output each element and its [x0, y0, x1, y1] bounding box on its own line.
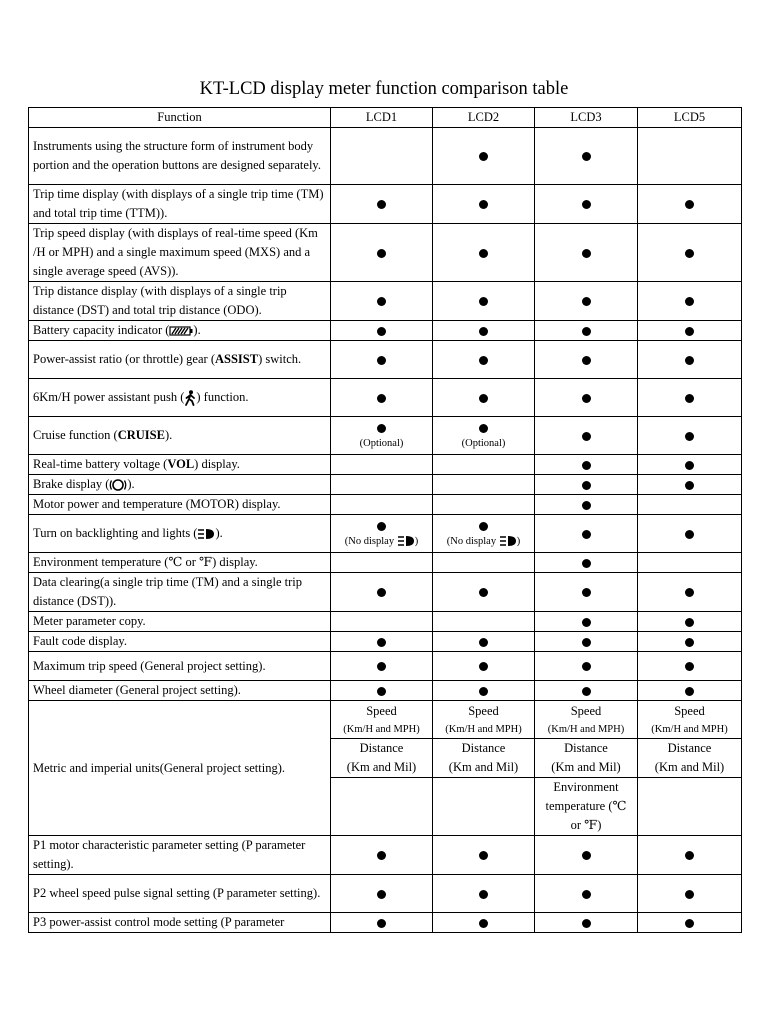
header-lcd5: LCD5: [638, 108, 742, 128]
lcd3-cell: [535, 681, 638, 701]
cell-note-text: (Optional): [359, 437, 404, 449]
lcd2-cell: [433, 417, 535, 455]
lcd2-cell: [433, 495, 535, 515]
function-cell: [29, 475, 331, 495]
feature-dot: [582, 501, 591, 510]
lcd5-cell: [638, 612, 742, 632]
speed-unit-cell: [638, 701, 742, 739]
lcd1-cell: [331, 128, 433, 185]
header-lcd1: LCD1: [331, 108, 433, 128]
lcd2-cell: [433, 612, 535, 632]
feature-dot: [582, 152, 591, 161]
headlight-icon: [397, 535, 415, 547]
feature-dot: [479, 297, 488, 306]
speed-unit-cell: [535, 701, 638, 739]
environment-unit-cell: [535, 778, 638, 836]
feature-dot: [685, 890, 694, 899]
table-row: [29, 913, 742, 933]
cell-note: [437, 436, 530, 452]
feature-dot: [479, 919, 488, 928]
lcd2-cell: [433, 341, 535, 379]
speed-label: Speed: [468, 703, 499, 718]
feature-dot: [685, 394, 694, 403]
lcd1-cell: [331, 875, 433, 913]
lcd3-cell: [535, 224, 638, 282]
battery-icon: [169, 326, 193, 336]
feature-dot: [479, 638, 488, 647]
function-text: Maximum trip speed (General project setting).: [33, 658, 266, 673]
function-text-pre: Power-assist ratio (or throttle) gear (: [33, 352, 215, 366]
feature-dot: [479, 394, 488, 403]
function-text: Trip time display (with displays of a single trip time (TM) and total trip time (TTM)).: [33, 187, 324, 220]
feature-dot: [479, 327, 488, 336]
function-cell: [29, 612, 331, 632]
function-text-post: ) function.: [196, 390, 249, 404]
feature-dot: [685, 638, 694, 647]
function-text-post: ).: [127, 477, 135, 491]
function-cell: [29, 495, 331, 515]
lcd3-cell: [535, 495, 638, 515]
header-lcd3: LCD3: [535, 108, 638, 128]
table-row: [29, 341, 742, 379]
feature-dot: [685, 530, 694, 539]
table-row: [29, 379, 742, 417]
function-text: Wheel diameter (General project setting).: [33, 683, 241, 697]
function-cell: [29, 282, 331, 321]
feature-dot: [479, 588, 488, 597]
function-cell: [29, 185, 331, 224]
lcd1-cell: [331, 573, 433, 612]
table-row: [29, 632, 742, 652]
feature-dot: [377, 588, 386, 597]
lcd1-cell: [331, 455, 433, 475]
feature-dot: [582, 432, 591, 441]
environment-unit-cell: [433, 778, 535, 836]
distance-units: (Km and Mil): [448, 760, 519, 774]
units-row-speed: [29, 701, 742, 739]
feature-dot: [582, 394, 591, 403]
lcd5-cell: [638, 875, 742, 913]
feature-dot: [582, 327, 591, 336]
function-cell: [29, 632, 331, 652]
function-text: Data clearing(a single trip time (TM) and a single trip distance (DST)).: [33, 575, 303, 608]
lcd5-cell: [638, 128, 742, 185]
cell-note-text: (Optional): [461, 437, 506, 449]
function-text-pre: Battery capacity indicator (: [33, 323, 170, 337]
distance-label: Distance: [461, 741, 506, 755]
lcd3-cell: [535, 612, 638, 632]
table-row: [29, 282, 742, 321]
lcd5-cell: [638, 282, 742, 321]
environment-unit-cell: [638, 778, 742, 836]
feature-dot: [377, 200, 386, 209]
feature-dot: [582, 851, 591, 860]
lcd1-cell: [331, 341, 433, 379]
feature-dot: [479, 522, 488, 531]
lcd5-cell: [638, 341, 742, 379]
feature-dot: [377, 394, 386, 403]
feature-dot: [582, 461, 591, 470]
table-row: [29, 652, 742, 681]
lcd2-cell: [433, 224, 535, 282]
table-row: [29, 128, 742, 185]
cell-note: [437, 534, 530, 550]
function-text-pre: Brake display (: [33, 477, 110, 491]
function-keyword: CRUISE: [117, 428, 165, 442]
feature-dot: [479, 200, 488, 209]
headlight-icon: [197, 528, 215, 540]
lcd5-cell: [638, 836, 742, 875]
feature-dot: [377, 662, 386, 671]
table-row: [29, 553, 742, 573]
function-text-post: ) switch.: [258, 352, 302, 366]
feature-dot: [377, 919, 386, 928]
lcd3-cell: [535, 379, 638, 417]
lcd3-cell: [535, 632, 638, 652]
lcd2-cell: [433, 379, 535, 417]
lcd1-cell: [331, 632, 433, 652]
feature-dot: [582, 618, 591, 627]
function-text: P1 motor characteristic parameter setting (P parameter setting).: [33, 838, 306, 871]
lcd1-cell: [331, 836, 433, 875]
lcd1-cell: [331, 417, 433, 455]
table-row: [29, 321, 742, 341]
table-row: [29, 495, 742, 515]
feature-dot: [582, 297, 591, 306]
feature-dot: [582, 890, 591, 899]
cell-note: [335, 436, 428, 452]
lcd5-cell: [638, 652, 742, 681]
lcd5-cell: [638, 632, 742, 652]
comparison-table: [28, 107, 742, 933]
function-text-post: ).: [164, 428, 173, 442]
distance-unit-cell: [638, 739, 742, 778]
distance-units: (Km and Mil): [346, 760, 417, 774]
feature-dot: [685, 851, 694, 860]
function-cell: [29, 652, 331, 681]
feature-dot: [479, 356, 488, 365]
lcd5-cell: [638, 913, 742, 933]
function-text-pre: Real-time battery voltage (: [33, 457, 168, 471]
lcd5-cell: [638, 379, 742, 417]
lcd3-cell: [535, 553, 638, 573]
function-cell: [29, 128, 331, 185]
table-row: [29, 224, 742, 282]
feature-dot: [685, 356, 694, 365]
function-cell: [29, 701, 331, 836]
feature-dot: [582, 687, 591, 696]
table-row: [29, 185, 742, 224]
lcd3-cell: [535, 573, 638, 612]
lcd3-cell: [535, 455, 638, 475]
distance-unit-cell: [535, 739, 638, 778]
cell-note: [335, 534, 428, 550]
distance-units: (Km and Mil): [654, 760, 725, 774]
function-cell: [29, 321, 331, 341]
lcd2-cell: [433, 632, 535, 652]
function-cell: [29, 379, 331, 417]
lcd1-cell: [331, 475, 433, 495]
lcd2-cell: [433, 875, 535, 913]
table-row: [29, 612, 742, 632]
lcd5-cell: [638, 455, 742, 475]
lcd2-cell: [433, 515, 535, 553]
feature-dot: [582, 481, 591, 490]
lcd1-cell: [331, 652, 433, 681]
function-text: P3 power-assist control mode setting (P parameter: [33, 915, 285, 929]
function-text: Instruments using the structure form of instrument body portion and the operation buttons are designed separately.: [33, 139, 321, 172]
feature-dot: [377, 327, 386, 336]
feature-dot: [582, 356, 591, 365]
feature-dot: [582, 249, 591, 258]
feature-dot: [582, 919, 591, 928]
feature-dot: [685, 588, 694, 597]
feature-dot: [685, 461, 694, 470]
function-cell: [29, 417, 331, 455]
function-cell: [29, 836, 331, 875]
environment-label: Environment temperature (℃ or ℉): [545, 780, 627, 832]
lcd1-cell: [331, 515, 433, 553]
lcd1-cell: [331, 185, 433, 224]
function-cell: [29, 573, 331, 612]
lcd3-cell: [535, 913, 638, 933]
feature-dot: [582, 200, 591, 209]
lcd1-cell: [331, 913, 433, 933]
function-cell: [29, 875, 331, 913]
feature-dot: [685, 481, 694, 490]
speed-label: Speed: [366, 703, 397, 718]
cell-note-close: ): [414, 535, 419, 547]
function-keyword: ASSIST: [214, 352, 259, 366]
lcd3-cell: [535, 341, 638, 379]
lcd2-cell: [433, 573, 535, 612]
lcd3-cell: [535, 185, 638, 224]
lcd2-cell: [433, 185, 535, 224]
lcd1-cell: [331, 553, 433, 573]
environment-unit-cell: [331, 778, 433, 836]
lcd3-cell: [535, 417, 638, 455]
speed-label: Speed: [674, 703, 705, 718]
feature-dot: [582, 638, 591, 647]
function-cell: [29, 224, 331, 282]
lcd2-cell: [433, 681, 535, 701]
lcd5-cell: [638, 553, 742, 573]
table-row: [29, 836, 742, 875]
lcd5-cell: [638, 224, 742, 282]
table-row: [29, 455, 742, 475]
function-text: Motor power and temperature (MOTOR) display.: [33, 497, 281, 511]
feature-dot: [685, 618, 694, 627]
feature-dot: [479, 662, 488, 671]
lcd5-cell: [638, 681, 742, 701]
lcd2-cell: [433, 321, 535, 341]
lcd3-cell: [535, 515, 638, 553]
feature-dot: [377, 249, 386, 258]
feature-dot: [377, 687, 386, 696]
lcd1-cell: [331, 379, 433, 417]
lcd2-cell: [433, 652, 535, 681]
lcd2-cell: [433, 553, 535, 573]
lcd3-cell: [535, 875, 638, 913]
function-cell: [29, 455, 331, 475]
feature-dot: [685, 249, 694, 258]
lcd2-cell: [433, 475, 535, 495]
lcd1-cell: [331, 321, 433, 341]
distance-unit-cell: [331, 739, 433, 778]
brake-icon: [109, 478, 127, 492]
feature-dot: [685, 200, 694, 209]
cell-note-text: (No display: [446, 535, 497, 547]
feature-dot: [479, 687, 488, 696]
feature-dot: [582, 662, 591, 671]
lcd1-cell: [331, 612, 433, 632]
lcd2-cell: [433, 913, 535, 933]
walk-assist-icon: [184, 390, 196, 406]
feature-dot: [685, 432, 694, 441]
function-cell: [29, 681, 331, 701]
table-row: [29, 573, 742, 612]
function-text-post: ).: [193, 323, 201, 337]
feature-dot: [685, 297, 694, 306]
speed-label: Speed: [570, 703, 602, 718]
function-text: Trip speed display (with displays of real-time speed (Km /H or MPH) and a single maximum speed (MXS) and a single average speed (AVS)).: [33, 226, 318, 278]
lcd2-cell: [433, 282, 535, 321]
distance-unit-cell: [433, 739, 535, 778]
feature-dot: [377, 638, 386, 647]
function-text-post: ) display.: [194, 457, 240, 471]
lcd1-cell: [331, 282, 433, 321]
header-row: [29, 108, 742, 128]
table-row: [29, 875, 742, 913]
lcd2-cell: [433, 836, 535, 875]
distance-label: Distance: [359, 741, 404, 755]
lcd5-cell: [638, 185, 742, 224]
lcd1-cell: [331, 224, 433, 282]
function-text: Trip distance display (with displays of a single trip distance (DST) and total trip distance (ODO).: [33, 284, 287, 317]
function-text: Fault code display.: [33, 634, 127, 648]
lcd5-cell: [638, 573, 742, 612]
feature-dot: [377, 356, 386, 365]
feature-dot: [377, 424, 386, 433]
feature-dot: [685, 327, 694, 336]
distance-label: Distance: [667, 741, 712, 755]
feature-dot: [685, 662, 694, 671]
feature-dot: [479, 890, 488, 899]
feature-dot: [377, 522, 386, 531]
feature-dot: [479, 249, 488, 258]
function-cell: [29, 913, 331, 933]
speed-units: (Km/H and MPH): [445, 723, 522, 735]
lcd3-cell: [535, 652, 638, 681]
feature-dot: [479, 152, 488, 161]
lcd1-cell: [331, 681, 433, 701]
lcd5-cell: [638, 417, 742, 455]
speed-units: (Km/H and MPH): [343, 723, 420, 735]
function-text: P2 wheel speed pulse signal setting (P parameter setting).: [33, 886, 321, 900]
function-cell: [29, 553, 331, 573]
header-lcd2: LCD2: [433, 108, 535, 128]
function-text: Metric and imperial units(General project setting).: [33, 760, 285, 775]
cell-note-close: ): [516, 535, 521, 547]
lcd5-cell: [638, 515, 742, 553]
table-row: [29, 681, 742, 701]
feature-dot: [377, 297, 386, 306]
function-cell: [29, 515, 331, 553]
lcd5-cell: [638, 475, 742, 495]
header-function: Function: [29, 108, 331, 128]
lcd3-cell: [535, 321, 638, 341]
speed-unit-cell: [331, 701, 433, 739]
lcd2-cell: [433, 128, 535, 185]
cell-note-text: (No display: [344, 535, 395, 547]
function-cell: [29, 341, 331, 379]
distance-units: (Km and Mil): [551, 760, 621, 774]
distance-label: Distance: [564, 741, 608, 755]
lcd3-cell: [535, 836, 638, 875]
lcd3-cell: [535, 282, 638, 321]
feature-dot: [479, 424, 488, 433]
table-row: [29, 475, 742, 495]
feature-dot: [479, 851, 488, 860]
lcd5-cell: [638, 495, 742, 515]
speed-units: (Km/H and MPH): [547, 723, 625, 735]
feature-dot: [582, 588, 591, 597]
page-title: KT-LCD display meter function comparison table: [199, 79, 569, 99]
feature-dot: [377, 890, 386, 899]
function-text-pre: Turn on backlighting and lights (: [33, 526, 198, 540]
lcd3-cell: [535, 475, 638, 495]
speed-units: (Km/H and MPH): [651, 723, 728, 735]
function-text-pre: 6Km/H power assistant push (: [33, 390, 185, 404]
lcd1-cell: [331, 495, 433, 515]
function-text-post: ).: [215, 526, 223, 540]
feature-dot: [377, 851, 386, 860]
lcd2-cell: [433, 455, 535, 475]
function-text: Meter parameter copy.: [33, 614, 146, 628]
function-text: Environment temperature (℃ or ℉) display.: [33, 555, 258, 569]
feature-dot: [685, 919, 694, 928]
speed-unit-cell: [433, 701, 535, 739]
table-row: [29, 417, 742, 455]
lcd3-cell: [535, 128, 638, 185]
function-keyword: VOL: [167, 457, 195, 471]
feature-dot: [685, 687, 694, 696]
lcd5-cell: [638, 321, 742, 341]
function-text-pre: Cruise function (: [33, 428, 118, 442]
feature-dot: [582, 530, 591, 539]
feature-dot: [582, 559, 591, 568]
headlight-icon: [499, 535, 517, 547]
table-row: [29, 515, 742, 553]
